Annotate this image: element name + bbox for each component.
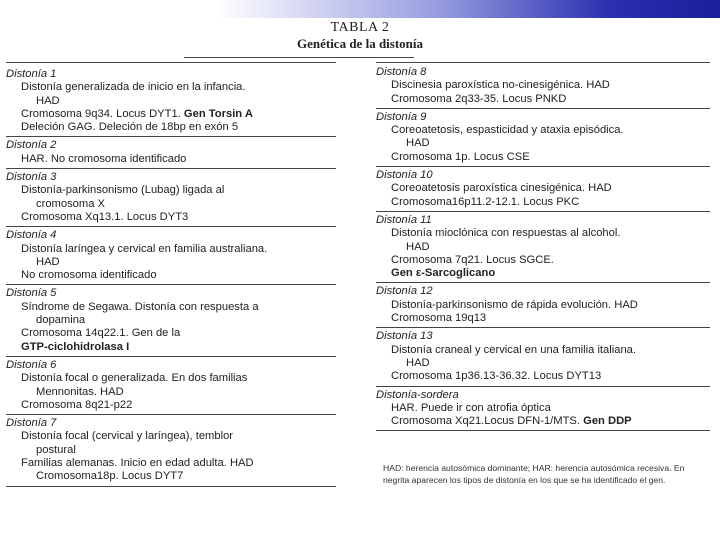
footnote: HAD: herencia autosómica dominante; HAR: herencia autosómica recesiva. En negrita aparecen los tipos de distonía en los que se ha identificado el gen. (383, 463, 685, 485)
entry-line (376, 79, 710, 92)
entry-line (6, 269, 336, 282)
entry-header: Distonía 13 (376, 330, 433, 343)
entry-line (6, 81, 336, 94)
left-top-rule (6, 62, 336, 63)
entry-line-text: Cromosoma18p. Locus DYT7 (36, 470, 184, 483)
title-bar-gradient (0, 0, 720, 18)
right-column (376, 64, 710, 431)
entry-line-text: Distonía-parkinsonismo (Lubag) ligada al (21, 184, 225, 197)
entry-line-text: Cromosoma 1p. Locus CSE (391, 150, 530, 163)
entry-line-text: Cromosoma 8q21-p22 (21, 398, 133, 411)
entry-header: Distonía 6 (6, 358, 57, 371)
dystonia-entry (376, 64, 710, 109)
entry-header: Distonía-sordera (376, 388, 459, 401)
right-top-rule (376, 62, 710, 63)
entry-line-text: Distonía laríngea y cervical en familia australiana. (21, 242, 268, 255)
entry-header: Distonía 4 (6, 229, 57, 242)
entry-line-text: Deleción GAG. Deleción de 18bp en exón 5 (21, 121, 239, 134)
entry-line (376, 254, 710, 267)
entry-line (6, 444, 336, 457)
left-column (6, 66, 336, 487)
entry-line-text: postural (36, 443, 76, 456)
entry-line (6, 121, 336, 134)
entry-line-text: Cromosoma 7q21. Locus SGCE. (391, 253, 554, 266)
dystonia-entry (6, 227, 336, 285)
entry-line-text: Cromosoma 9q34. Locus DYT1. (21, 107, 184, 120)
entry-line-text: Discinesia paroxística no-cinesigénica. HAD (391, 79, 610, 92)
entry-gene-bold: Gen DDP (583, 415, 632, 428)
dystonia-entry (376, 109, 710, 167)
dystonia-entry (6, 137, 336, 169)
entry-line-text: Coreoatetosis paroxística cinesigénica. HAD (391, 182, 612, 195)
dystonia-entry (6, 169, 336, 227)
entry-line-text: Mennonitas. HAD (36, 385, 124, 398)
entry-line (6, 108, 336, 121)
entry-line-text: Cromosoma Xq13.1. Locus DYT3 (21, 210, 189, 223)
entry-line (376, 182, 710, 195)
entry-line (6, 327, 336, 340)
table-label: TABLA 2 (330, 20, 390, 35)
entry-header: Distonía 3 (6, 171, 57, 184)
entry-line-text: Cromosoma Xq21.Locus DFN-1/MTS. (391, 415, 584, 428)
entry-line (6, 211, 336, 224)
entry-line (376, 137, 710, 150)
entry-gene-bold: Gen ε-Sarcoglicano (391, 267, 496, 280)
entry-header: Distonía 7 (6, 417, 57, 430)
entry-line-text: dopamina (36, 314, 86, 327)
entry-line-text: Cromosoma16p11.2-12.1. Locus PKC (391, 195, 580, 208)
entry-gene-bold: Gen Torsin A (183, 107, 253, 120)
entry-header: Distonía 10 (376, 169, 433, 182)
entry-line-text: Distonía-parkinsonismo de rápida evolución. HAD (391, 298, 638, 311)
entry-line-text: Distonía craneal y cervical en una familia italiana. (391, 343, 637, 356)
entry-line-text: HAD (36, 94, 60, 107)
entry-line (376, 267, 710, 280)
entry-gene-bold: GTP-ciclohidrolasa I (21, 340, 130, 353)
entry-header: Distonía 8 (376, 66, 427, 78)
entry-line (376, 124, 710, 137)
dystonia-entry (376, 212, 710, 283)
entry-line (6, 301, 336, 314)
entry-line (6, 153, 336, 166)
entry-line-text: cromosoma X (36, 197, 106, 210)
entry-line-text: Distonía generalizada de inicio en la infancia. (21, 81, 246, 94)
entry-header: Distonía 9 (376, 110, 427, 123)
entry-line-text: No cromosoma identificado (21, 269, 157, 282)
entry-line (376, 227, 710, 240)
entry-line-text: HAD (406, 240, 430, 253)
dystonia-entry (376, 167, 710, 212)
entry-line (376, 312, 710, 325)
entry-line (376, 370, 710, 383)
entry-line-text: HAR. No cromosoma identificado (21, 152, 187, 165)
entry-line (6, 372, 336, 385)
entry-line-text: Síndrome de Segawa. Distonía con respuesta a (21, 300, 259, 313)
entry-line-text: Distonía focal o generalizada. En dos familias (21, 372, 248, 385)
dystonia-entry (6, 66, 336, 137)
entry-line (6, 95, 336, 108)
entry-line (6, 399, 336, 412)
entry-line (6, 470, 336, 483)
entry-line (376, 196, 710, 209)
dystonia-entry (6, 357, 336, 415)
entry-line-text: HAD (36, 255, 60, 268)
dystonia-entry (376, 328, 710, 386)
entry-line (376, 402, 710, 415)
title-underline (184, 57, 414, 58)
entry-header: Distonía 12 (376, 285, 433, 298)
entry-line-text: Familias alemanas. Inicio en edad adulta. HAD (21, 457, 254, 470)
entry-line (376, 241, 710, 254)
dystonia-entry (6, 415, 336, 486)
entry-line (376, 93, 710, 106)
table-title: Genética de la distonía (296, 36, 424, 51)
entry-line-text: Cromosoma 2q33-35. Locus PNKD (391, 92, 567, 105)
entry-line (6, 256, 336, 269)
dystonia-entry (376, 387, 710, 432)
entry-line (376, 415, 710, 428)
entry-line-text: Distonía mioclónica con respuestas al alcohol. (391, 227, 621, 240)
entry-line-text: Coreoatetosis, espasticidad y ataxia episódica. (391, 124, 624, 137)
entry-header: Distonía 2 (6, 139, 57, 152)
entry-line (6, 184, 336, 197)
entry-line (376, 151, 710, 164)
dystonia-entry (376, 283, 710, 328)
entry-line-text: Distonía focal (cervical y laríngea), temblor (21, 430, 234, 443)
dystonia-entry (6, 285, 336, 356)
entry-line-text: Cromosoma 14q22.1. Gen de la (21, 327, 181, 340)
entry-line-text: Cromosoma 19q13 (391, 312, 487, 325)
entry-line-text: HAD (406, 137, 430, 150)
entry-line-text: Cromosoma 1p36.13-36.32. Locus DYT13 (391, 370, 602, 383)
entry-header: Distonía 11 (376, 213, 432, 226)
entry-header: Distonía 1 (6, 68, 57, 80)
entry-line (376, 299, 710, 312)
entry-line (376, 357, 710, 370)
entry-line-text: HAD (406, 356, 430, 369)
entry-line (6, 430, 336, 443)
entry-line (6, 314, 336, 327)
entry-line (376, 344, 710, 357)
entry-line (6, 457, 336, 470)
entry-line (6, 386, 336, 399)
entry-header: Distonía 5 (6, 287, 57, 300)
entry-line-text: HAR. Puede ir con atrofia óptica (391, 401, 551, 414)
entry-line (6, 243, 336, 256)
entry-line (6, 341, 336, 354)
entry-line (6, 198, 336, 211)
